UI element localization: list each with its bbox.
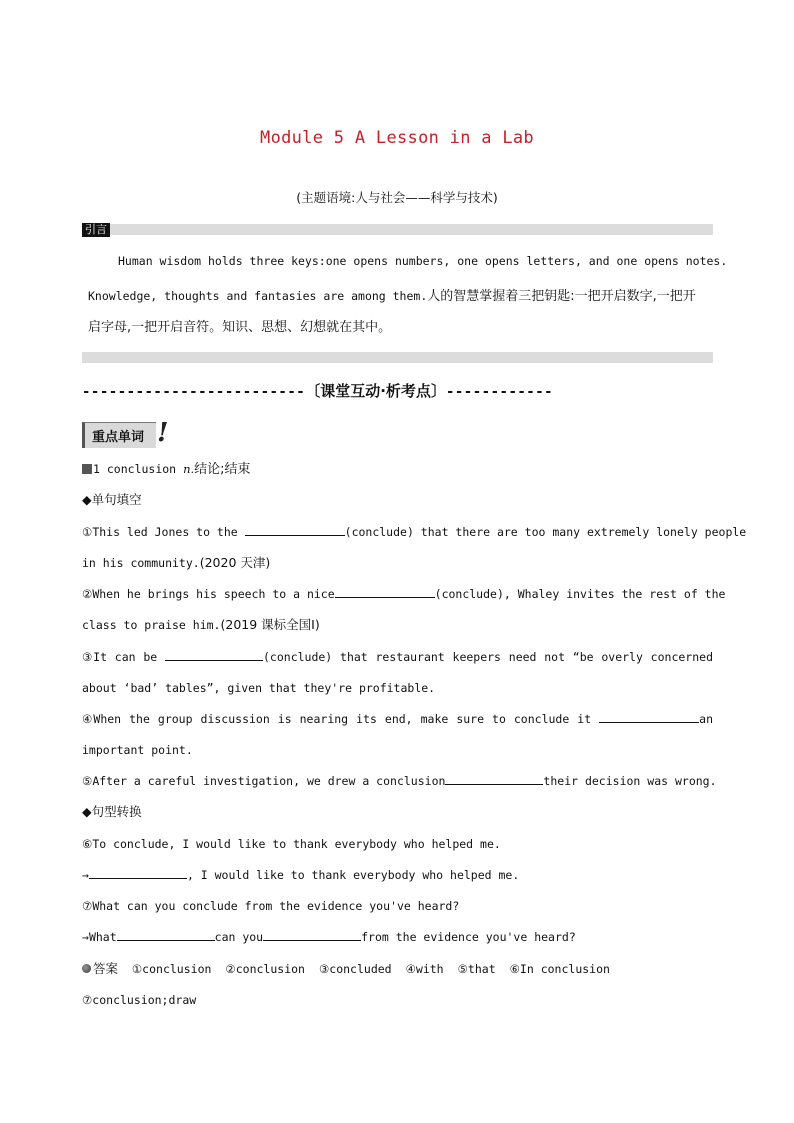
question-7 (82, 898, 713, 914)
q6-number: ⑥ (82, 837, 93, 851)
answer-line (82, 961, 713, 977)
intro-bottom-bar (82, 352, 713, 363)
q2-after: (conclude), Whaley invites the rest of the (434, 587, 726, 601)
q5-number: ⑤ (82, 774, 93, 788)
q7-part-1: What (88, 930, 117, 944)
word-number: 1 (93, 462, 100, 476)
q3-after: (conclude) that restaurant keepers need not “be overly concerned (263, 650, 713, 664)
q5-after: their decision was wrong. (543, 774, 717, 788)
answer-label: 答案 (93, 961, 119, 976)
intro-line-2 (88, 285, 708, 304)
q5-blank[interactable] (445, 773, 543, 785)
answer-cont: ⑦conclusion;draw (82, 993, 197, 1007)
question-2-cont (82, 617, 713, 633)
q3-before: It can be (93, 650, 165, 664)
arrow-icon: → (82, 868, 89, 882)
question-4 (82, 711, 713, 727)
word-meaning: 结论;结束 (194, 462, 251, 477)
theme-subtitle: (主题语境:人与社会——科学与技术) (296, 190, 498, 205)
q4-blank[interactable] (599, 711, 699, 723)
section-bracket-open: 〔 (305, 382, 321, 400)
key-words-badge (82, 418, 169, 448)
section-right-dashes: ------------ (445, 384, 554, 400)
q2-number: ② (82, 587, 93, 601)
q7-blank-1[interactable] (117, 929, 215, 941)
section-header (82, 380, 713, 402)
page-title: Module 5 A Lesson in a Lab (260, 128, 534, 148)
intro-line-1: Human wisdom holds three keys:one opens numbers, one opens letters, and one opens notes. (118, 254, 728, 268)
word-pos: n. (183, 462, 195, 476)
word-entry (82, 461, 713, 478)
section-left-dashes: ------------------------- (82, 384, 306, 400)
question-6 (82, 836, 713, 852)
exclamation-icon: ! (157, 418, 169, 448)
question-4-cont: important point. (82, 743, 193, 757)
q7-part-3: from the evidence you've heard? (361, 930, 576, 944)
question-2 (82, 586, 726, 602)
q6-blank[interactable] (89, 867, 187, 879)
question-3-cont: about ‘bad’ tables”, given that they're profitable. (82, 681, 436, 695)
question-1-cont (82, 555, 713, 571)
answer-dot-icon (82, 964, 91, 973)
q2-blank[interactable] (335, 586, 435, 598)
arrow-icon: → (82, 930, 89, 944)
q4-number: ④ (82, 712, 94, 726)
q4-after: an (699, 712, 714, 726)
part2-title: ◆句型转换 (82, 804, 142, 819)
q7-number: ⑦ (82, 899, 93, 913)
intro-top-bar (82, 224, 713, 235)
q1-cont: in his community. (82, 556, 200, 570)
answer-item: ⑤that (457, 962, 496, 976)
part1-title: ◆单句填空 (82, 492, 142, 507)
answer-item: ①conclusion (131, 962, 212, 976)
square-bullet-icon (82, 464, 92, 474)
q6-after: , I would like to thank everybody who helped me. (186, 868, 520, 882)
intro-tag: 引言 (82, 223, 110, 237)
answer-item: ③concluded (318, 962, 392, 976)
question-7-rewrite (82, 929, 713, 945)
q1-after: (conclude) that there are too many extremely lonely people (344, 525, 747, 539)
q6-text: To conclude, I would like to thank everybody who helped me. (92, 837, 501, 851)
q3-blank[interactable] (165, 649, 263, 661)
q1-source: (2020 天津) (199, 555, 271, 570)
question-3 (82, 649, 713, 665)
q7-text: What can you conclude from the evidence you've heard? (92, 899, 460, 913)
q3-number: ③ (82, 650, 94, 664)
section-bracket-close: 〕 (430, 382, 446, 400)
answer-items (132, 962, 624, 976)
answer-item: ②conclusion (225, 962, 305, 976)
q1-number: ① (82, 525, 93, 539)
q2-source: (2019 课标全国Ⅰ) (220, 617, 320, 632)
word-headword: conclusion (106, 462, 177, 476)
q4-before: When the group discussion is nearing its end, make sure to conclude it (93, 712, 600, 726)
q7-part-2: can you (214, 930, 264, 944)
q1-before: This led Jones to the (92, 525, 245, 539)
intro-line-2-en: Knowledge, thoughts and fantasies are among them. (88, 289, 428, 303)
intro-line-2-zh: 人的智慧掌握着三把钥匙:一把开启数字,一把开 (427, 289, 696, 304)
q5-before: After a careful investigation, we drew a conclusion (92, 774, 446, 788)
q7-blank-2[interactable] (263, 929, 361, 941)
section-label: 课堂互动·析考点 (320, 382, 431, 400)
intro-line-3: 启字母,一把开启音符。知识、思想、幻想就在其中。 (88, 320, 392, 335)
q2-cont: class to praise him. (82, 618, 221, 632)
answer-item: ④with (405, 962, 444, 976)
badge-text: 重点单词 (92, 430, 145, 445)
q2-before: When he brings his speech to a nice (92, 587, 335, 601)
question-1 (82, 524, 747, 540)
q1-blank[interactable] (245, 524, 345, 536)
answer-item: ⑥In conclusion (509, 962, 610, 976)
question-6-rewrite (82, 867, 713, 883)
question-5 (82, 773, 717, 789)
